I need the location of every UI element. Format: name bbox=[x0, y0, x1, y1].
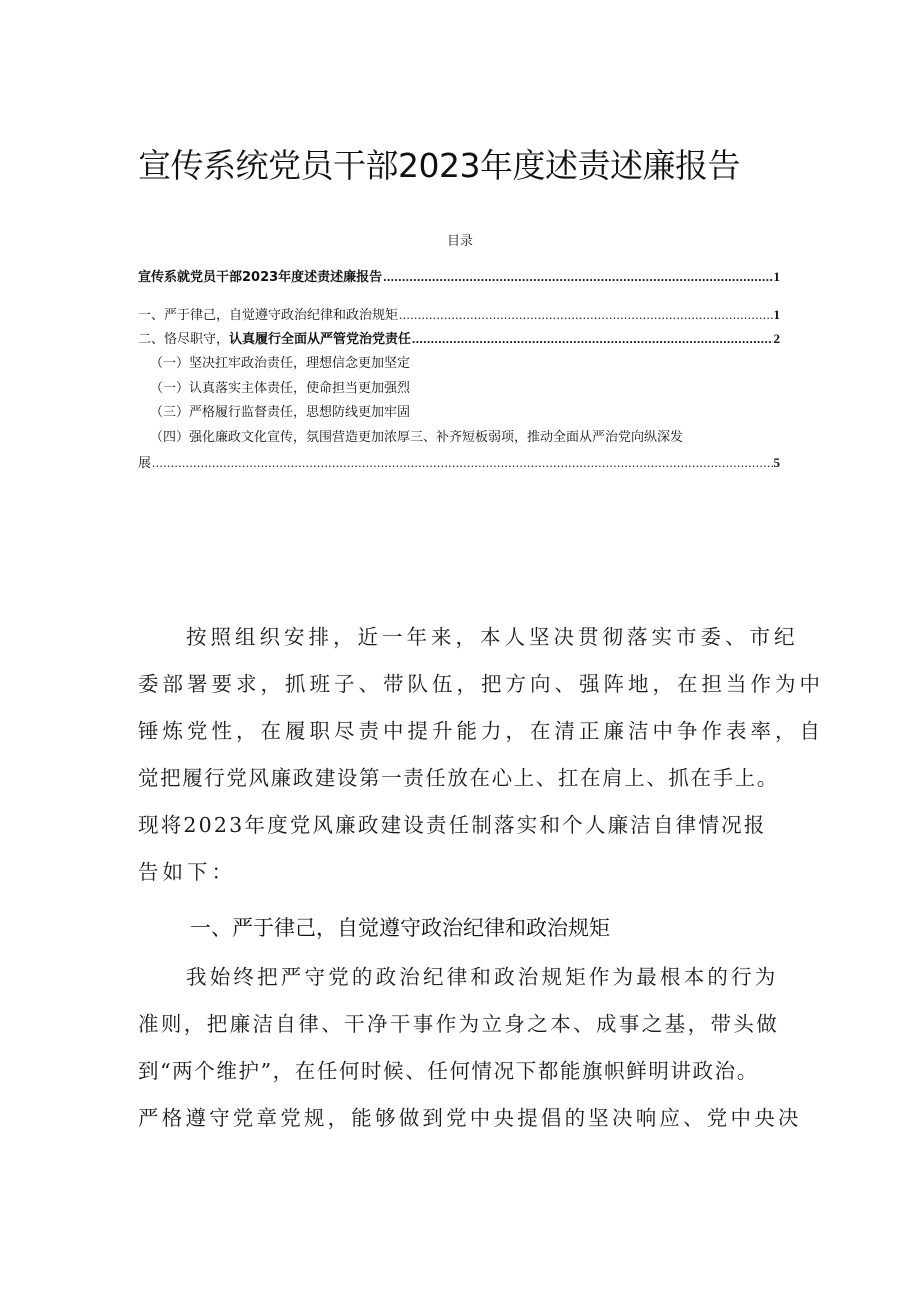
toc-page-number: 1 bbox=[773, 307, 780, 322]
toc-page-number: 2 bbox=[773, 331, 780, 346]
section-heading: 一、严于律己，自觉遵守政治纪律和政治规矩 bbox=[190, 916, 610, 940]
toc-entry-label: 一、严于律己，自觉遵守政治纪律和政治规矩 bbox=[138, 308, 399, 323]
paragraph-line: 锤炼党性，在履职尽责中提升能力，在清正廉洁中争作表率，自 bbox=[138, 719, 824, 743]
paragraph-line: 按照组织安排，近一年来，本人坚决贯彻落实市委、市纪 bbox=[186, 625, 799, 649]
toc-entry[interactable] bbox=[138, 266, 780, 285]
paragraph-line: 到“两个维护”，在任何时候、任何情况下都能旗帜鲜明讲政治。 bbox=[138, 1059, 759, 1083]
document-title: 宣传系统党员干部2023年度述责述廉报告 bbox=[138, 146, 740, 185]
paragraph-line: 告如下： bbox=[138, 860, 236, 884]
paragraph-line: 觉把履行党风廉政建设第一责任放在心上、扛在肩上、抓在手上。 bbox=[138, 766, 779, 790]
toc-page-number: 5 bbox=[773, 455, 780, 470]
toc-entry[interactable] bbox=[138, 452, 780, 471]
toc-leader-dots bbox=[412, 331, 772, 347]
toc-leader-dots bbox=[152, 455, 772, 471]
paragraph-line: 我始终把严守党的政治纪律和政治规矩作为最根本的行为 bbox=[186, 965, 779, 989]
paragraph-line: 现将2023年度党风廉政建设责任制落实和个人廉洁自律情况报 bbox=[138, 813, 767, 837]
toc-entry[interactable] bbox=[138, 328, 780, 347]
toc-entry[interactable] bbox=[138, 304, 780, 323]
toc-entry-label-plain: 二、恪尽职守， bbox=[138, 332, 230, 347]
toc-page-number: 1 bbox=[773, 269, 780, 284]
toc-entry-label bbox=[138, 328, 411, 347]
toc-heading: 目录 bbox=[446, 234, 473, 249]
toc-sub-entry[interactable]: （一）坚决扛牢政治责任，理想信念更加坚定 bbox=[150, 356, 411, 371]
toc-entry-label: 展 bbox=[138, 456, 152, 471]
paragraph-line: 严格遵守党章党规，能够做到党中央提倡的坚决响应、党中央决 bbox=[138, 1106, 802, 1130]
toc-entry-label-bold: 认真履行全面从严管党治党责任 bbox=[229, 332, 412, 347]
paragraph-line: 准则，把廉洁自律、干净干事作为立身之本、成事之基，带头做 bbox=[138, 1012, 780, 1036]
toc-entry-label: 宣传系就党员干部2023年度述责述廉报告 bbox=[138, 270, 383, 285]
toc-sub-entry[interactable]: （三）严格履行监督责任，思想防线更加牢固 bbox=[150, 405, 411, 420]
toc-sub-entry[interactable]: （一）认真落实主体责任，使命担当更加强烈 bbox=[150, 381, 411, 396]
toc-sub-entry[interactable]: （四）强化廉政文化宣传，氛围营造更加浓厚三、补齐短板弱项，推动全面从严治党向纵深发 bbox=[150, 430, 684, 445]
toc-leader-dots bbox=[383, 269, 772, 285]
paragraph-line: 委部署要求，抓班子、带队伍，把方向、强阵地，在担当作为中 bbox=[138, 672, 824, 696]
toc-leader-dots bbox=[399, 307, 772, 323]
